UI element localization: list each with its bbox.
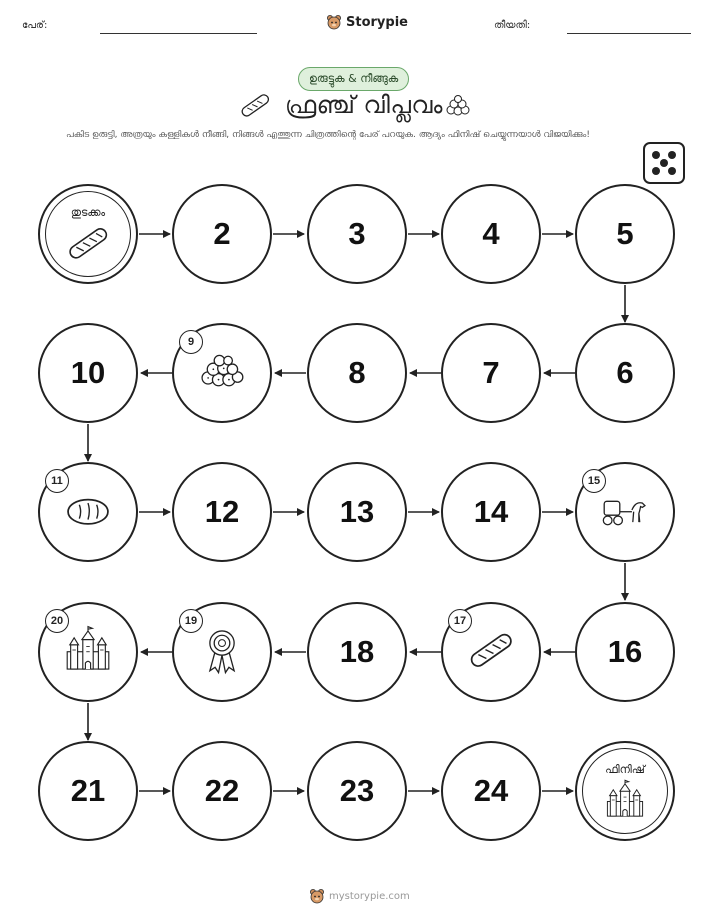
board-cell[interactable] [172, 462, 272, 562]
baguette-icon [465, 624, 517, 680]
cell-number: 7 [482, 355, 500, 390]
finish-label: ഫിനിഷ് [605, 763, 645, 776]
board-cell[interactable] [575, 462, 675, 562]
rosette-icon [196, 624, 248, 680]
board-cell[interactable] [307, 602, 407, 702]
board-cell[interactable] [441, 184, 541, 284]
board-cell[interactable] [575, 323, 675, 423]
board-cell[interactable] [441, 741, 541, 841]
cell-number-badge: 11 [45, 469, 69, 493]
cell-number: 21 [70, 773, 106, 808]
cell-number: 14 [473, 494, 509, 529]
cell-number: 18 [339, 634, 375, 669]
cell-number: 12 [204, 494, 240, 529]
board-cell[interactable] [172, 323, 272, 423]
board-cell[interactable] [172, 602, 272, 702]
board-cell[interactable] [172, 184, 272, 284]
footer [309, 888, 410, 904]
cell-number-badge: 9 [179, 330, 203, 354]
board-cell[interactable] [441, 323, 541, 423]
board-cell[interactable] [307, 184, 407, 284]
cell-number: 16 [607, 634, 643, 669]
horse-carriage-icon [599, 484, 651, 540]
brand-name: Storypie [346, 14, 408, 30]
activity-tag: ഉരുട്ടുക & നീങ്ങുക [298, 67, 409, 91]
cell-number-badge: 17 [448, 609, 472, 633]
page-title: ഫ്രഞ്ച് വിപ്ലവം [285, 91, 443, 119]
cell-number-badge: 19 [179, 609, 203, 633]
finish-cell[interactable] [575, 741, 675, 841]
castle-icon [62, 624, 114, 680]
cake-pile-icon [196, 345, 248, 401]
board-cell[interactable] [307, 462, 407, 562]
cell-number: 5 [616, 216, 634, 251]
cell-number: 10 [70, 355, 106, 390]
board-cell[interactable] [441, 462, 541, 562]
board-cell[interactable] [38, 741, 138, 841]
cell-number: 24 [473, 773, 509, 808]
cell-number: 3 [348, 216, 366, 251]
cell-number: 4 [482, 216, 500, 251]
cell-number: 13 [339, 494, 375, 529]
bear-icon [309, 888, 325, 904]
board-cell[interactable] [307, 741, 407, 841]
cell-number-badge: 20 [45, 609, 69, 633]
castle-icon [603, 778, 647, 826]
instructions: പകിട ഉരുട്ടി, അത്രയും കള്ളികൾ നീങ്ങി, നിങ്ങൾ എത്തുന്ന ചിത്രത്തിന്റെ പേര് പറയുക. ആദ്യം ഫിനിഷ് ചെയ്യുന്നയാൾ വിജയിക്കും! [66, 130, 590, 140]
footer-site: mystorypie.com [329, 890, 410, 902]
cell-number: 23 [339, 773, 375, 808]
board-cell[interactable] [307, 323, 407, 423]
name-label: പേര്: [22, 20, 48, 31]
cell-number: 8 [348, 355, 366, 390]
board-cell[interactable] [575, 184, 675, 284]
cell-number-badge: 15 [582, 469, 606, 493]
start-label: തുടക്കം [70, 206, 106, 219]
board-cell[interactable] [575, 602, 675, 702]
board-cell[interactable] [38, 462, 138, 562]
date-label: തീയതി: [494, 20, 531, 31]
start-cell[interactable] [38, 184, 138, 284]
board-cell[interactable] [441, 602, 541, 702]
cell-number: 22 [204, 773, 240, 808]
board-cell[interactable] [38, 602, 138, 702]
cell-number: 6 [616, 355, 634, 390]
board-cell[interactable] [172, 741, 272, 841]
baguette-icon [64, 219, 112, 271]
bread-loaf-icon [62, 484, 114, 540]
cell-number: 2 [213, 216, 231, 251]
board-cell[interactable] [38, 323, 138, 423]
